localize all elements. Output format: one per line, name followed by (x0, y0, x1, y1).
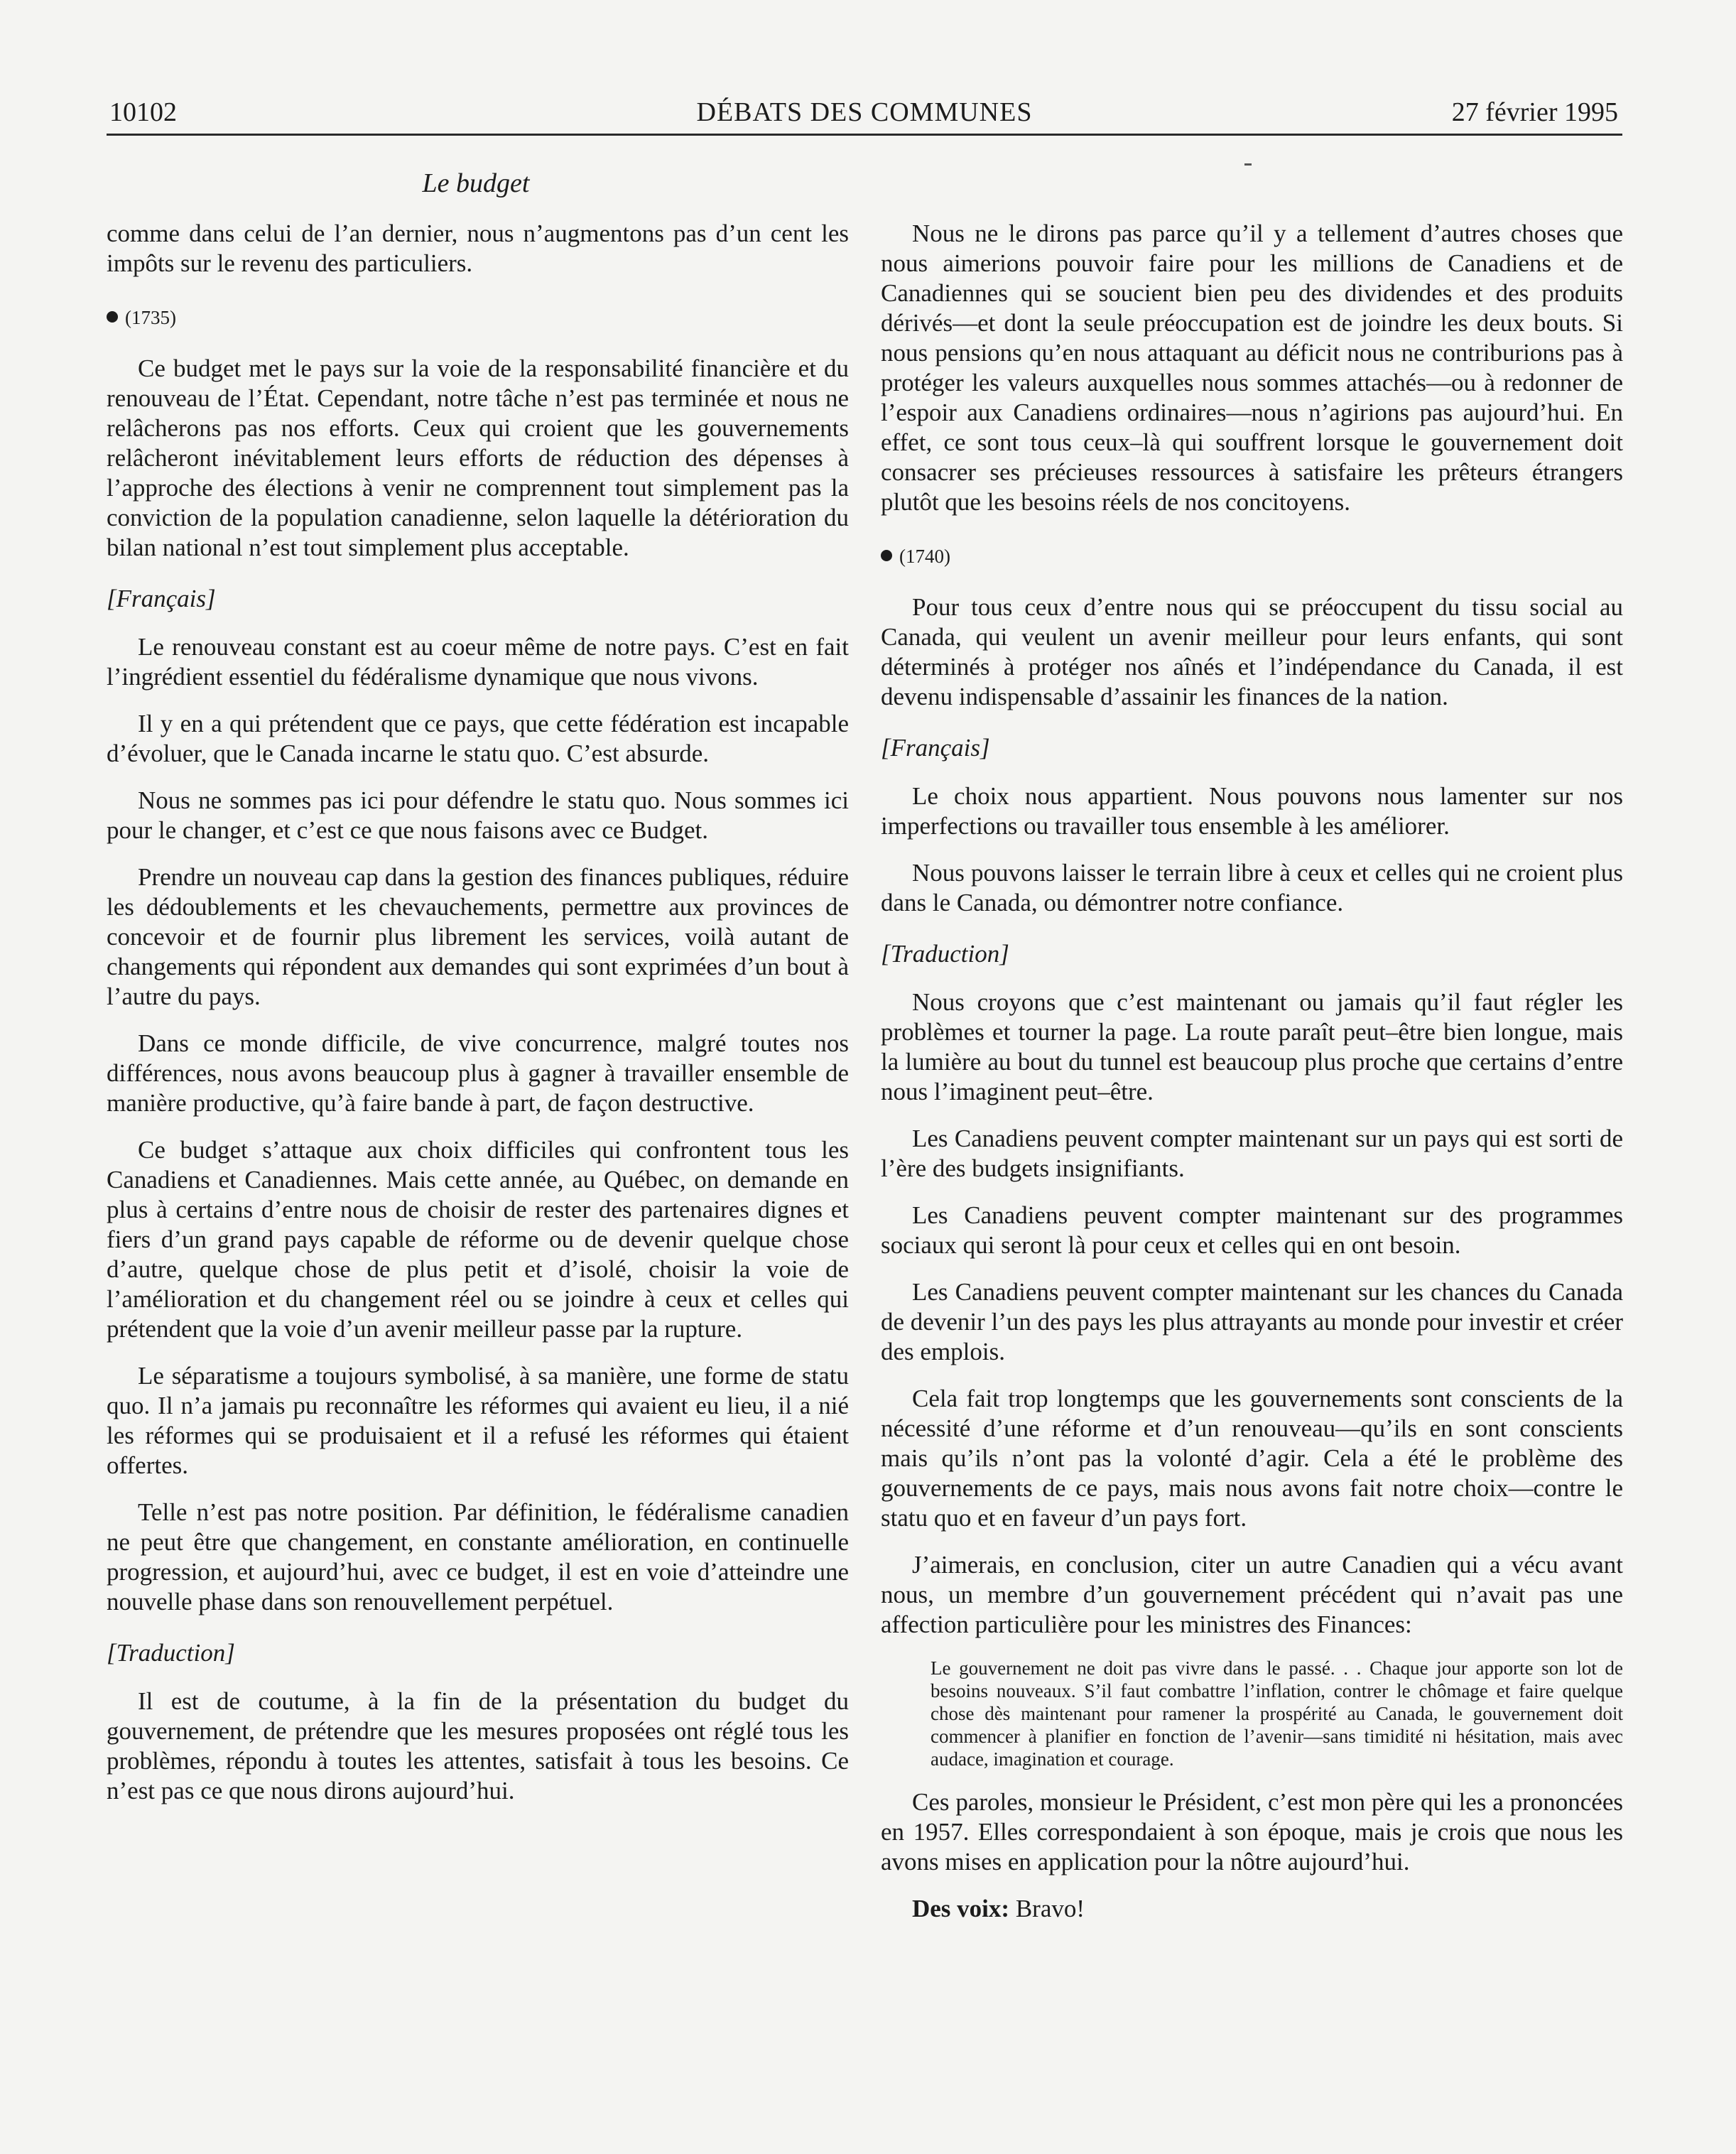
publication-date: 27 février 1995 (1451, 97, 1618, 127)
speaker-label: Des voix: (912, 1895, 1010, 1922)
bullet-icon (107, 311, 118, 323)
paragraph: Cela fait trop longtemps que les gouvernements sont conscients de la nécessité d’une réforme et d’un renouveau—qu’ils en sont conscients mais qu’ils n’ont pas la volonté d’agir. Cela a été le problème des gouvernements de ce pays, mais nous avons fait notre choix—contre le statu quo et en faveur d’un pays fort. (881, 1385, 1623, 1532)
timestamp-text: (1735) (125, 307, 176, 328)
paragraph: Il est de coutume, à la fin de la présentation du budget du gouvernement, de prétendre que les mesures proposées ont réglé tous les problèmes, répondu à toutes les attentes, satisfait à tous les besoins. Ce n’est pas ce que nous dirons aujourd’hui. (107, 1687, 849, 1804)
section-heading: Le budget (422, 168, 530, 198)
right-column (881, 219, 1623, 1941)
paragraph: Prendre un nouveau cap dans la gestion des finances publiques, réduire les dédoublements et les chevauchements, permettre aux provinces de concevoir et de fournir plus librement les services, voilà autant de changements qui répondent aux demandes qui sont exprimées d’un bout à l’autre du pays. (107, 863, 849, 1010)
paragraph: Ce budget met le pays sur la voie de la responsabilité financière et du renouveau de l’État. Cependant, notre tâche n’est pas terminée et nous ne relâcherons pas nos efforts. Ceux qui croient que les gouvernements relâcheront inévitablement leurs efforts de réduction des dépenses à l’approche des élections à venir ne comprennent tout simplement pas la conviction de la population canadienne, selon laquelle la détérioration du bilan national n’est tout simplement plus acceptable. (107, 355, 849, 561)
paragraph: Les Canadiens peuvent compter maintenant sur un pays qui est sorti de l’ère des budgets insignifiants. (881, 1125, 1623, 1182)
paragraph: Dans ce monde difficile, de vive concurrence, malgré toutes nos différences, nous avons beaucoup plus à gagner à travailler ensemble de manière productive, qu’à faire bande à part, de façon destructive. (107, 1029, 849, 1117)
paragraph: Ces paroles, monsieur le Président, c’est mon père qui les a prononcées en 1957. Elles correspondaient à son époque, mais je crois que nous les avons mises en application pour la nôtre aujourd’hui. (881, 1788, 1623, 1876)
print-mark (1244, 163, 1252, 166)
paragraph: comme dans celui de l’an dernier, nous n’augmentons pas d’un cent les impôts sur le revenu des particuliers. (107, 220, 849, 277)
paragraph: J’aimerais, en conclusion, citer un autre Canadien qui a vécu avant nous, un membre d’un gouvernement précédent qui n’avait pas une affection particulière pour les ministres des Finances: (881, 1551, 1623, 1638)
bullet-icon (881, 550, 892, 561)
quotation: Le gouvernement ne doit pas vivre dans le passé. . . Chaque jour apporte son lot de besoins nouveaux. S’il faut combattre l’inflation, contrer le chômage et faire quelque chose dès maintenant pour ramener la prospérité au Canada, le gouvernement doit commencer à planifier en fonction de l’avenir—sans timidité ni hésitation, mais avec audace, imagination et courage. (931, 1657, 1623, 1770)
paragraph: Les Canadiens peuvent compter maintenant sur des programmes sociaux qui seront là pour ceux et celles qui en ont besoin. (881, 1201, 1623, 1259)
paragraph: Pour tous ceux d’entre nous qui se préoccupent du tissu social au Canada, qui veulent un avenir meilleur pour leurs enfants, qui sont déterminés à protéger nos aînés et l’indépendance du Canada, il est devenu indispensable d’assainir les finances de la nation. (881, 593, 1623, 710)
page-number: 10102 (109, 97, 177, 127)
paragraph: Nous ne sommes pas ici pour défendre le statu quo. Nous sommes ici pour le changer, et c’est ce que nous faisons avec ce Budget. (107, 786, 849, 844)
paragraph: Telle n’est pas notre position. Par définition, le fédéralisme canadien ne peut être que changement, en constante amélioration, en continuelle progression, et aujourd’hui, avec ce budget, il est en voie d’atteindre une nouvelle phase dans son renouvellement perpétuel. (107, 1498, 849, 1616)
language-marker: [Traduction] (881, 940, 1009, 968)
paragraph: Le séparatisme a toujours symbolisé, à sa manière, une forme de statu quo. Il n’a jamais pu reconnaître les réformes qui avaient eu lieu, il a nié les réformes qui se produisaient et il a refusé les réformes qui étaient offertes. (107, 1362, 849, 1479)
publication-title: DÉBATS DES COMMUNES (696, 97, 1033, 127)
paragraph: Le choix nous appartient. Nous pouvons nous lamenter sur nos imperfections ou travailler tous ensemble à les améliorer. (881, 782, 1623, 840)
timestamp-text: (1740) (899, 546, 950, 567)
paragraph: Il y en a qui prétendent que ce pays, que cette fédération est incapable d’évoluer, que le Canada incarne le statu quo. C’est absurde. (107, 710, 849, 767)
paragraph: Les Canadiens peuvent compter maintenant sur les chances du Canada de devenir l’un des pays les plus attrayants au monde pour investir et créer des emplois. (881, 1278, 1623, 1365)
paragraph: Nous croyons que c’est maintenant ou jamais qu’il faut régler les problèmes et tourner la page. La route paraît peut–être bien longue, mais la lumière au bout du tunnel est beaucoup plus proche que certains d’entre nous l’imaginent peut–être. (881, 988, 1623, 1105)
interjection (881, 1894, 1623, 1924)
paragraph: Nous pouvons laisser le terrain libre à ceux et celles qui ne croient plus dans le Canada, ou démontrer notre confiance. (881, 859, 1623, 916)
language-marker: [Traduction] (107, 1639, 235, 1667)
paragraph: Ce budget s’attaque aux choix difficiles qui confrontent tous les Canadiens et Canadiennes. Mais cette année, au Québec, on demande en plus à certains d’entre nous de choisir de rester des partenaires dignes et fiers d’un grand pays capable de réforme ou de devenir quelque chose d’autre, quelque chose de plus petit et d’isolé, choisir la voie de l’amélioration et du changement réel ou se joindre à ceux et celles qui prétendent que la voie d’un avenir meilleur passe par la rupture. (107, 1136, 849, 1343)
timestamp (107, 303, 849, 332)
paragraph: Le renouveau constant est au coeur même de notre pays. C’est en fait l’ingrédient essentiel du fédéralisme dynamique que nous vivons. (107, 633, 849, 691)
timestamp (881, 541, 1623, 571)
language-marker: [Français] (107, 585, 216, 612)
interjection-text: Bravo! (1015, 1895, 1085, 1922)
language-marker: [Français] (881, 734, 990, 762)
left-column (107, 219, 849, 1823)
page-header (107, 91, 1622, 136)
paragraph: Nous ne le dirons pas parce qu’il y a tellement d’autres choses que nous aimerions pouvoir faire pour les millions de Canadiens et de Canadiennes qui se soucient bien peu des dividendes et des produits dérivés—et dont la seule préoccupation est de joindre les deux bouts. Si nous pensions qu’en nous attaquant au déficit nous ne contriburions pas à protéger les valeurs auxquelles nous sommes attachés—ou à redonner de l’espoir aux Canadiens ordinaires—nous n’agirions pas aujourd’hui. En effet, ce sont tous ceux–là qui souffrent lorsque le gouvernement doit consacrer ses précieuses ressources à satisfaire les prêteurs étrangers plutôt que les besoins réels de nos concitoyens. (881, 220, 1623, 516)
